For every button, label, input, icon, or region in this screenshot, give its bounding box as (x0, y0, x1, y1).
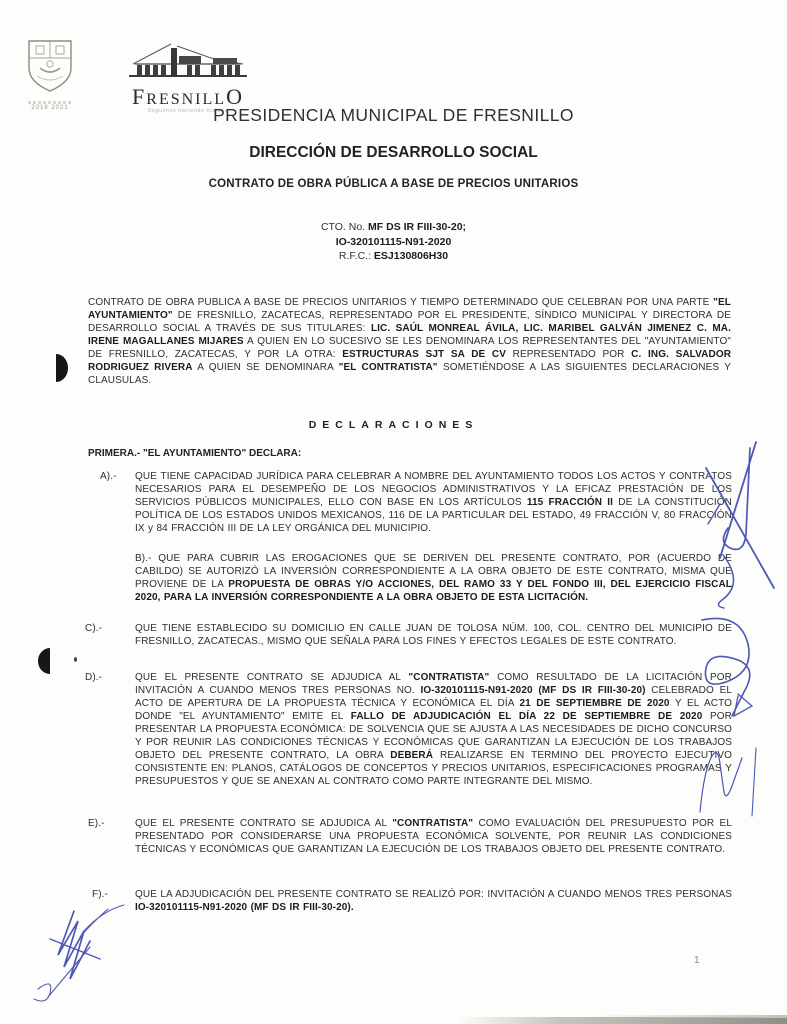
page-title: PRESIDENCIA MUNICIPAL DE FRESNILLO (213, 105, 574, 125)
item-text-e: QUE EL PRESENTE CONTRATO SE ADJUDICA AL "CONTRATISTA" COMO EVALUACIÓN DEL PRESUPUESTO POR EL PRESENTADO POR CONSIDERARSE UNA PROPUESTA ECONÓMICA SOLVENTE, POR REUNIR LAS CONDICIONES TÉCNICAS Y ECONÓMICAS QUE GARANTIZAN LA EJECUCIÓN DE LOS TRABAJOS OBJETO DEL PRESENTE CONTRATO. (135, 818, 732, 855)
item-text-f: QUE LA ADJUDICACIÓN DEL PRESENTE CONTRATO SE REALIZÓ POR: INVITACIÓN A CUANDO MENOS TRES PERSONAS IO-320101115-N91-2020 (MF DS IR FIII-30-20). (135, 889, 732, 913)
brand-tagline: Seguimos haciendo historia (147, 108, 229, 114)
brand-initial: F (132, 84, 147, 109)
declaration-item-c (85, 622, 732, 648)
contract-number-value: MF DS IR FIII-30-20; (368, 221, 467, 233)
primera-heading: PRIMERA.- "EL AYUNTAMIENTO" DECLARA: (88, 448, 302, 459)
crest-logo (20, 38, 80, 111)
item-text-c: QUE TIENE ESTABLECIDO SU DOMICILIO EN CALLE JUAN DE TOLOSA NÚM. 100, COL. CENTRO DEL MUNICIPIO DE FRESNILLO, ZACATECAS., MISMO QUE SEÑALA PARA LOS FINES Y EFECTOS LEGALES DE ESTE CONTRATO. (135, 623, 732, 647)
item-label-d: D).- (85, 672, 103, 683)
declaration-item-d (85, 671, 733, 788)
rfc-line (0, 249, 787, 264)
tender-number-line (0, 235, 787, 250)
item-label-c: C).- (85, 623, 103, 634)
mine-building-icon (127, 40, 249, 80)
crest-caption: 2018 2021 (31, 105, 69, 111)
ink-dot (74, 657, 77, 662)
signature-bottom-left (20, 893, 140, 1011)
intro-paragraph: CONTRATO DE OBRA PUBLICA A BASE DE PRECIOS UNITARIOS Y TIEMPO DETERMINADO QUE CELEBRAN POR UNA PARTE "EL AYUNTAMIENTO" DE FRESNILLO, ZACATECAS, REPRESENTADO POR EL PRESIDENTE, SÍNDICO MUNICIPAL Y DIRECTORA DE DESARROLLO SOCIAL A TRAVÉS DE SUS TITULARES: LIC. SAÚL MONREAL ÁVILA, LIC. MARIBEL GALVÁN JIMENEZ C. MA. IRENE MAGALLANES MIJARES A QUIEN EN LO SUCESIVO SE LES DENOMINARA LOS REPRESENTANTES DEL "AYUNTAMIENTO" DE FRESNILLO, ZACATECAS, Y POR LA OTRA: ESTRUCTURAS SJT SA DE CV REPRESENTADO POR C. ING. SALVADOR RODRIGUEZ RIVERA A QUIEN SE DENOMINARA "EL CONTRATISTA" SOMETIÉNDOSE A LAS SIGUIENTES DECLARACIONES Y CLAUSULAS. (88, 297, 732, 386)
item-text-a: QUE TIENE CAPACIDAD JURÍDICA PARA CELEBRAR A NOMBRE DEL AYUNTAMIENTO TODOS LOS ACTOS Y CONTRATOS NECESARIOS PARA EL DESEMPEÑO DE LOS NEGOCIOS ADMINISTRATIVOS Y LA EFICAZ PRESTACIÓN DE LOS SERVICIOS PÚBLICOS MUNICIPALES, ELLO CON BASE EN LOS ARTÍCULOS 115 FRACCIÓN II DE LA CONSTITUCIÓN POLÍTICA DE LOS ESTADOS UNIDOS MEXICANOS, 116 DE LA PARTICULAR DEL ESTADO, 49 FRACCIÓN V, 80 FRACCIÓN IX y 84 FRACCIÓN III DE LA LEY ORGÁNICA DEL MUNICIPIO. (135, 471, 732, 534)
brand-final: O (226, 84, 244, 109)
contract-reference-block (0, 220, 787, 264)
contract-number-line (0, 220, 787, 235)
declarations-title: DECLARACIONES (308, 419, 479, 431)
rfc-label: R.F.C.: (338, 250, 374, 262)
item-label-f: F).- (92, 889, 108, 900)
punch-mark-bottom (38, 648, 50, 674)
contract-type-title: CONTRATO DE OBRA PÚBLICA A BASE DE PRECIOS UNITARIOS (208, 178, 579, 190)
punch-mark-top (56, 354, 68, 382)
rfc-value: ESJ130806H30 (373, 250, 449, 262)
coat-of-arms-icon (23, 38, 77, 94)
tender-number-value: IO-320101115-N91-2020 (335, 235, 452, 248)
brand-middle: RESNILL (146, 91, 227, 108)
scan-edge-shadow-faint (587, 1015, 787, 1018)
item-label-a: A).- (100, 471, 117, 482)
item-label-e: E).- (88, 818, 105, 829)
declaration-item-e (88, 817, 732, 856)
item-text-d: QUE EL PRESENTE CONTRATO SE ADJUDICA AL "CONTRATISTA" COMO RESULTADO DE LA LICITACIÓN POR INVITACIÓN A CUANDO MENOS TRES PERSONAS NO. IO-320101115-N91-2020 (MF DS IR FIII-30-20) CELEBRADO EL ACTO DE APERTURA DE LA PROPUESTA TÉCNICA Y ECONÓMICA EL DÍA 21 DE SEPTIEMBRE DE 2020 Y EL ACTO DONDE "EL AYUNTAMIENTO" EMITE EL FALLO DE ADJUDICACIÓN EL DÍA 22 DE SEPTIEMBRE DE 2020 POR PRESENTAR LA PROPUESTA ECONÓMICA: DE SOLVENCIA QUE SE AJUSTA A LAS NECESIDADES DE DICHO CONCURSO Y POR REUNIR LAS CONDICIONES TÉCNICAS Y ECONÓMICAS QUE GARANTIZAN LA EJECUCIÓN DE LOS TRABAJOS OBJETO DEL PRESENTE CONTRATO, LA OBRA DEBERÁ REALIZARSE EN TERMINO DEL PROYECTO EJECUTIVO CONSISTENTE EN: PLANOS, CATÁLOGOS DE CONCEPTOS Y PRECIOS UNITARIOS, ESPECIFICACIONES PROGRAMAS Y PRESUPUESTOS Y QUE SE ANEXAN AL CONTRATO COMO PARTE INTEGRANTE DEL MISMO. (135, 672, 733, 787)
declaration-item-a (100, 470, 732, 535)
department-title: DIRECCIÓN DE DESARROLLO SOCIAL (249, 144, 538, 161)
declaration-item-b (135, 552, 732, 604)
crest-illegible-text (28, 101, 72, 104)
contract-number-label: CTO. No. (320, 221, 369, 233)
page-number: 1 (694, 955, 700, 966)
item-text-b: B).- QUE PARA CUBRIR LAS EROGACIONES QUE SE DERIVEN DEL PRESENTE CONTRATO, POR (ACUERDO DE CABILDO) SE AUTORIZÓ LA INVERSIÓN CORRESPONDIENTE A LA OBRA OBJETO DE ESTE CONTRATO, MISMA QUE PROVIENE DE LA PROPUESTA DE OBRAS Y/O ACCIONES, DEL RAMO 33 Y DEL FONDO III, DEL EJERCICIO FISCAL 2020, PARA LA INVERSIÓN CORRESPONDIENTE A LA OBRA OBJETO DE ESTA LICITACIÓN. (135, 553, 732, 603)
scan-edge-shadow (457, 1017, 787, 1024)
fresnillo-logo (118, 40, 258, 114)
declaration-item-f (92, 888, 732, 914)
